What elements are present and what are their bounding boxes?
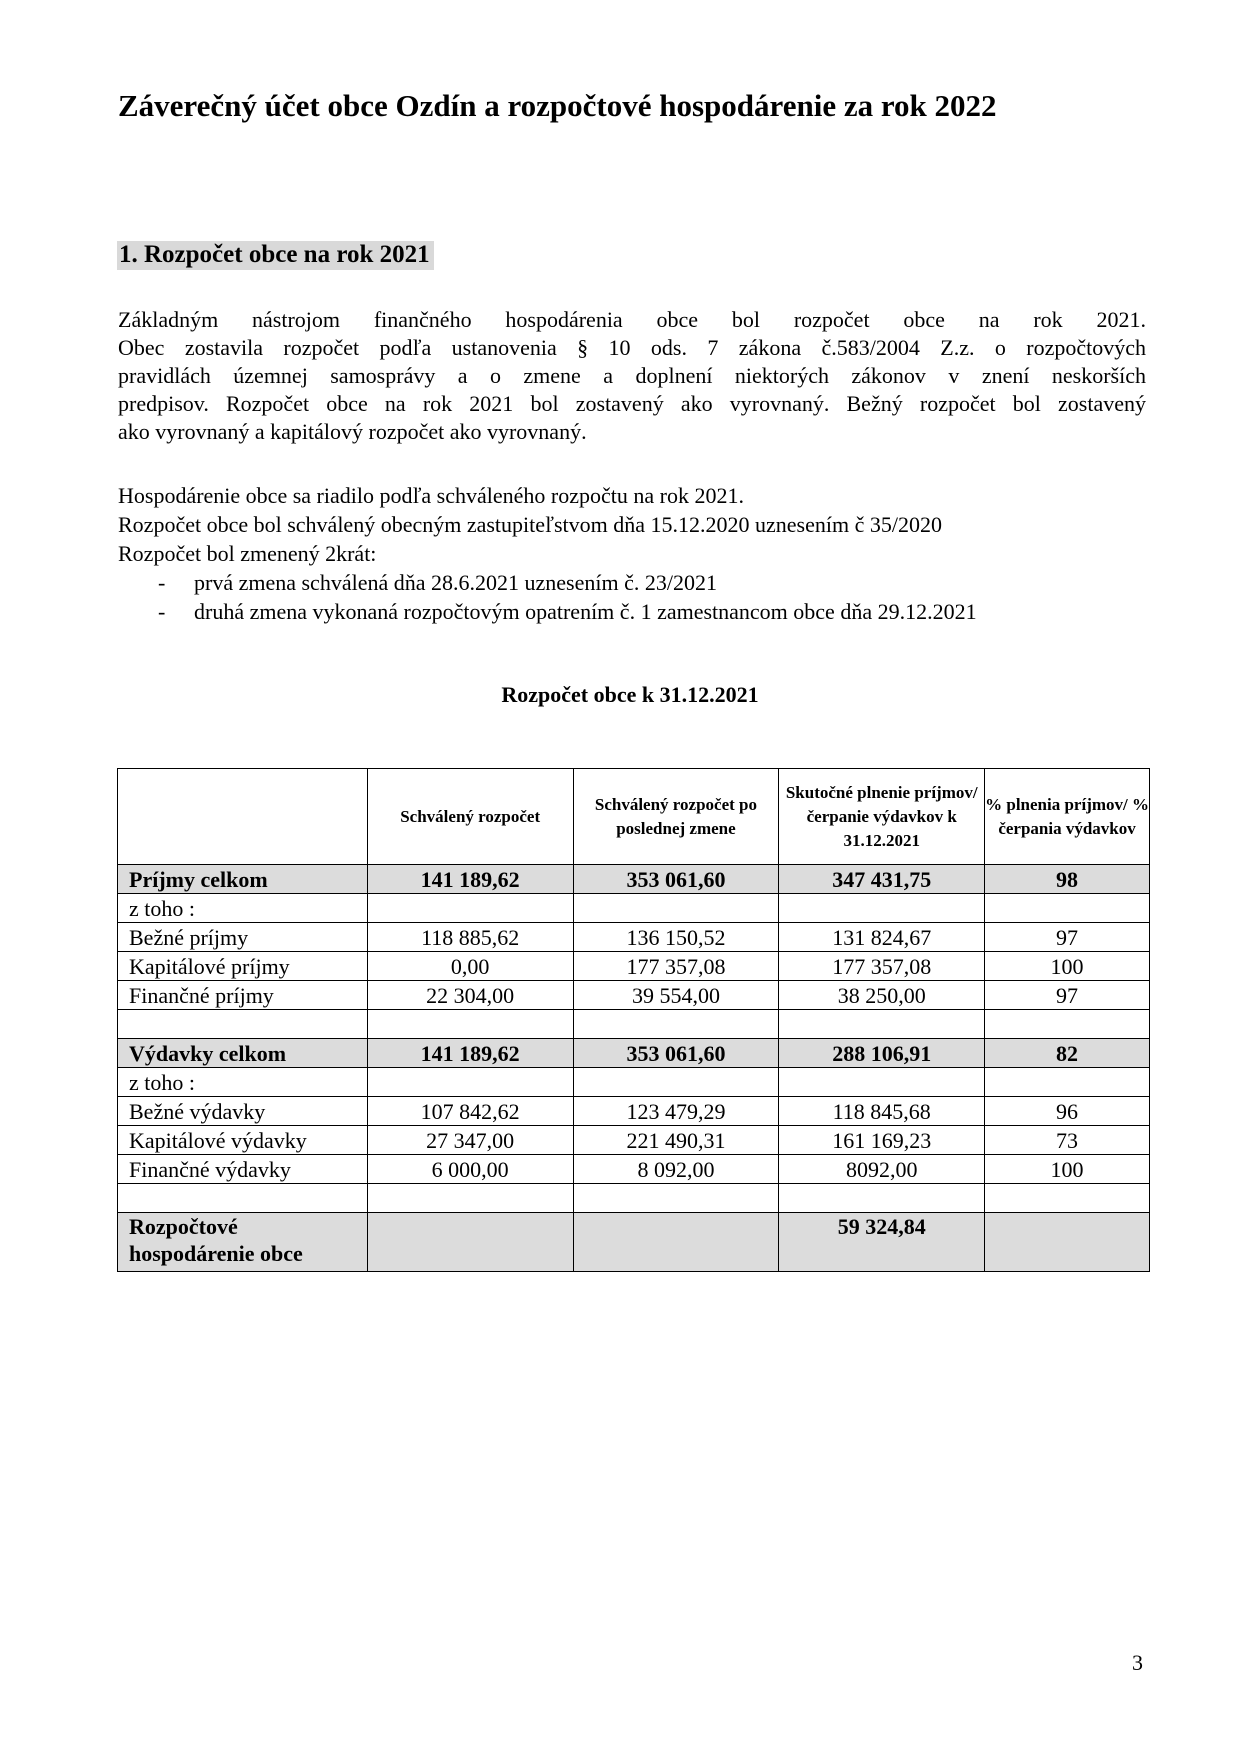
table-cell: 136 150,52 [573,923,779,952]
paragraph-line: ako vyrovnaný a kapitálový rozpočet ako vyrovnaný. [118,419,587,444]
table-header: % plnenia príjmov/ % čerpania výdavkov [985,769,1150,865]
table-cell [779,1010,985,1039]
table-cell [985,1213,1150,1272]
table-cell: 38 250,00 [779,981,985,1010]
table-cell: 123 479,29 [573,1097,779,1126]
table-cell: 131 824,67 [779,923,985,952]
bullet-text: prvá zmena schválená dňa 28.6.2021 uznesením č. 23/2021 [194,570,717,595]
table-cell: 97 [985,981,1150,1010]
table-cell: 27 347,00 [367,1126,573,1155]
table-cell: 118 845,68 [779,1097,985,1126]
table-cell: 39 554,00 [573,981,779,1010]
table-row [118,1068,1150,1097]
paragraph-line: Základným nástrojom finančného hospodárenia obce bol rozpočet obce na rok 2021. [118,307,1146,332]
table-cell [573,894,779,923]
table-row [118,1155,1150,1184]
table-cell: 82 [985,1039,1150,1068]
table-cell [779,1068,985,1097]
table-cell [779,1184,985,1213]
table-cell: 59 324,84 [779,1213,985,1272]
table-cell [367,1184,573,1213]
table-cell [367,1010,573,1039]
table-row [118,952,1150,981]
table-cell: 353 061,60 [573,1039,779,1068]
bullet-item [118,597,977,626]
table-cell: 221 490,31 [573,1126,779,1155]
bullet-text: druhá zmena vykonaná rozpočtovým opatrením č. 1 zamestnancom obce dňa 29.12.2021 [194,599,977,624]
table-header [118,769,368,865]
table-cell [367,1068,573,1097]
table-cell: 97 [985,923,1150,952]
table-row [118,923,1150,952]
table-row [118,1039,1150,1068]
table-header: Skutočné plnenie príjmov/ čerpanie výdavkov k 31.12.2021 [779,769,985,865]
bullet-marker: - [158,570,166,595]
table-cell [573,1068,779,1097]
table-cell: 0,00 [367,952,573,981]
table-cell: 141 189,62 [367,865,573,894]
row-label: Bežné výdavky [118,1097,368,1126]
table-cell: 141 189,62 [367,1039,573,1068]
paragraph-line: Hospodárenie obce sa riadilo podľa schváleného rozpočtu na rok 2021. [118,483,744,508]
row-label: Príjmy celkom [118,865,368,894]
table-cell: 118 885,62 [367,923,573,952]
table-cell [573,1010,779,1039]
table-cell: 96 [985,1097,1150,1126]
table-header-row [118,769,1150,865]
budget-table [117,768,1150,1272]
row-label: Výdavky celkom [118,1039,368,1068]
table-cell: 161 169,23 [779,1126,985,1155]
table-cell [367,894,573,923]
table-cell: 100 [985,1155,1150,1184]
table-cell: 353 061,60 [573,865,779,894]
table-cell: 347 431,75 [779,865,985,894]
table-cell: 100 [985,952,1150,981]
table-cell [985,1010,1150,1039]
table-title: Rozpočet obce k 31.12.2021 [501,682,759,707]
table-cell: 6 000,00 [367,1155,573,1184]
paragraph-line: predpisov. Rozpočet obce na rok 2021 bol zostavený ako vyrovnaný. Bežný rozpočet bol zostavený [118,391,1146,416]
table-row [118,894,1150,923]
table-header: Schválený rozpočet [367,769,573,865]
table-cell: 73 [985,1126,1150,1155]
table-cell: 8 092,00 [573,1155,779,1184]
table-cell: 98 [985,865,1150,894]
table-row [118,1126,1150,1155]
paragraph-line: Rozpočet obce bol schválený obecným zastupiteľstvom dňa 15.12.2020 uznesením č 35/2020 [118,512,942,537]
row-label: Finančné príjmy [118,981,368,1010]
row-label: Bežné príjmy [118,923,368,952]
table-cell: 177 357,08 [573,952,779,981]
table-cell: 177 357,08 [779,952,985,981]
table-row [118,981,1150,1010]
page-number: 3 [1132,1650,1143,1675]
row-label: Rozpočtové hospodárenie obce [118,1213,368,1272]
table-row [118,865,1150,894]
paragraph-budget-intro [118,306,1146,446]
row-label [118,1184,368,1213]
table-row [118,1213,1150,1272]
paragraph-line: Rozpočet bol zmenený 2krát: [118,541,377,566]
section-heading: 1. Rozpočet obce na rok 2021 [117,241,434,270]
table-cell: 8092,00 [779,1155,985,1184]
row-label: z toho : [118,894,368,923]
row-label: Finančné výdavky [118,1155,368,1184]
table-cell: 22 304,00 [367,981,573,1010]
table-cell [985,894,1150,923]
table-header: Schválený rozpočet po poslednej zmene [573,769,779,865]
row-label: Kapitálové výdavky [118,1126,368,1155]
table-cell [367,1213,573,1272]
table-row [118,1010,1150,1039]
table-cell: 107 842,62 [367,1097,573,1126]
bullet-item [118,568,977,597]
table-row [118,1097,1150,1126]
row-label: Kapitálové príjmy [118,952,368,981]
row-label [118,1010,368,1039]
table-cell [573,1213,779,1272]
document-title: Záverečný účet obce Ozdín a rozpočtové hospodárenie za rok 2022 [118,88,997,123]
paragraph-line: Obec zostavila rozpočet podľa ustanovenia § 10 ods. 7 zákona č.583/2004 Z.z. o rozpočtových [118,335,1146,360]
bullet-marker: - [158,599,166,624]
paragraph-line: pravidlách územnej samosprávy a o zmene a doplnení niektorých zákonov v znení neskorších [118,363,1146,388]
table-cell [985,1184,1150,1213]
table-cell: 288 106,91 [779,1039,985,1068]
paragraph-budget-management [118,481,977,626]
table-cell [779,894,985,923]
table-cell [985,1068,1150,1097]
row-label: z toho : [118,1068,368,1097]
table-row [118,1184,1150,1213]
table-cell [573,1184,779,1213]
